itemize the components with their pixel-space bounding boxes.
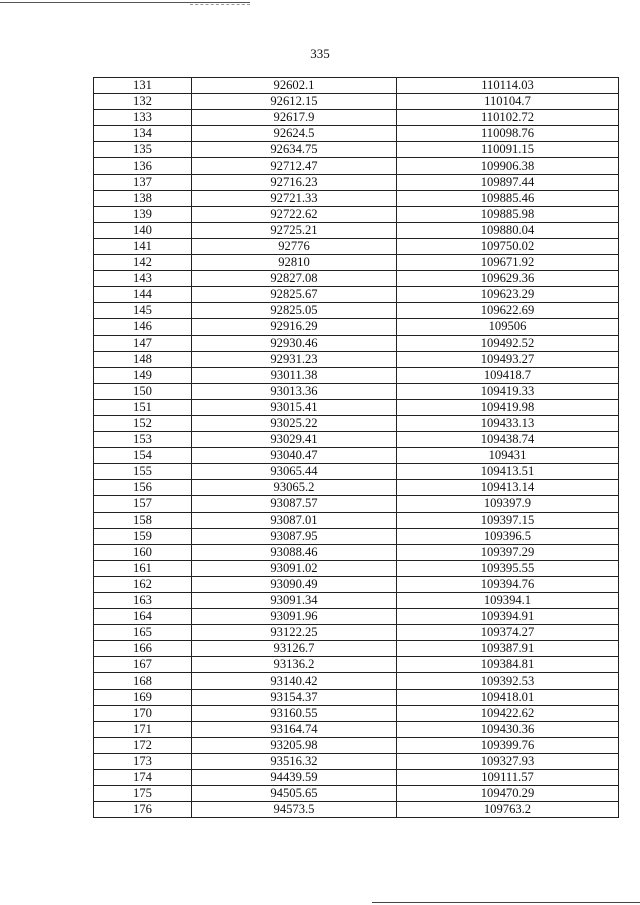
y-coordinate-cell: 109885.46 [397,190,619,206]
x-coordinate-cell: 93160.55 [192,705,397,721]
y-coordinate-cell: 110091.15 [397,142,619,158]
y-coordinate-cell: 109897.44 [397,174,619,190]
point-number-cell: 159 [94,528,192,544]
y-coordinate-cell: 109885.98 [397,206,619,222]
x-coordinate-cell: 93087.57 [192,496,397,512]
table-row [94,158,619,174]
point-number-cell: 150 [94,383,192,399]
point-number-cell: 154 [94,448,192,464]
x-coordinate-cell: 92810 [192,255,397,271]
table-row [94,383,619,399]
y-coordinate-cell: 109374.27 [397,625,619,641]
scan-edge-line-bottom [372,902,640,903]
x-coordinate-cell: 94573.5 [192,802,397,818]
table-row [94,625,619,641]
y-coordinate-cell: 109387.91 [397,641,619,657]
point-number-cell: 147 [94,335,192,351]
table-row [94,287,619,303]
x-coordinate-cell: 93025.22 [192,415,397,431]
x-coordinate-cell: 93087.01 [192,512,397,528]
table-row [94,544,619,560]
table-row [94,737,619,753]
coordinate-table [93,77,619,818]
x-coordinate-cell: 93015.41 [192,399,397,415]
table-row [94,432,619,448]
x-coordinate-cell: 92827.08 [192,271,397,287]
point-number-cell: 158 [94,512,192,528]
table-row [94,448,619,464]
table-row [94,255,619,271]
x-coordinate-cell: 92825.67 [192,287,397,303]
table-row [94,593,619,609]
table-row [94,206,619,222]
y-coordinate-cell: 109395.55 [397,560,619,576]
y-coordinate-cell: 109418.7 [397,367,619,383]
x-coordinate-cell: 93140.42 [192,673,397,689]
y-coordinate-cell: 110104.7 [397,94,619,110]
point-number-cell: 141 [94,238,192,254]
x-coordinate-cell: 92722.62 [192,206,397,222]
point-number-cell: 144 [94,287,192,303]
point-number-cell: 161 [94,560,192,576]
y-coordinate-cell: 109629.36 [397,271,619,287]
table-row [94,528,619,544]
point-number-cell: 168 [94,673,192,689]
table-row [94,576,619,592]
y-coordinate-cell: 109431 [397,448,619,464]
x-coordinate-cell: 92716.23 [192,174,397,190]
y-coordinate-cell: 109397.9 [397,496,619,512]
table-row [94,222,619,238]
x-coordinate-cell: 93126.7 [192,641,397,657]
scan-edge-line-top [0,2,250,3]
point-number-cell: 132 [94,94,192,110]
table-row [94,78,619,94]
y-coordinate-cell: 109111.57 [397,770,619,786]
point-number-cell: 149 [94,367,192,383]
point-number-cell: 135 [94,142,192,158]
y-coordinate-cell: 109394.91 [397,609,619,625]
x-coordinate-cell: 92624.5 [192,126,397,142]
x-coordinate-cell: 92602.1 [192,78,397,94]
table-row [94,319,619,335]
point-number-cell: 138 [94,190,192,206]
table-row [94,512,619,528]
table-row [94,126,619,142]
point-number-cell: 173 [94,753,192,769]
table-row [94,94,619,110]
y-coordinate-cell: 109880.04 [397,222,619,238]
point-number-cell: 163 [94,593,192,609]
x-coordinate-cell: 93164.74 [192,721,397,737]
y-coordinate-cell: 109327.93 [397,753,619,769]
y-coordinate-cell: 109622.69 [397,303,619,319]
table-row [94,335,619,351]
table-row [94,110,619,126]
point-number-cell: 151 [94,399,192,415]
point-number-cell: 139 [94,206,192,222]
table-row [94,657,619,673]
point-number-cell: 174 [94,770,192,786]
x-coordinate-cell: 94439.59 [192,770,397,786]
table-row [94,271,619,287]
x-coordinate-cell: 92712.47 [192,158,397,174]
y-coordinate-cell: 109397.15 [397,512,619,528]
point-number-cell: 136 [94,158,192,174]
table-row [94,190,619,206]
x-coordinate-cell: 92725.21 [192,222,397,238]
point-number-cell: 131 [94,78,192,94]
table-row [94,142,619,158]
y-coordinate-cell: 109763.2 [397,802,619,818]
x-coordinate-cell: 92916.29 [192,319,397,335]
point-number-cell: 133 [94,110,192,126]
x-coordinate-cell: 92617.9 [192,110,397,126]
y-coordinate-cell: 109506 [397,319,619,335]
page-number: 335 [310,46,330,61]
scan-edge-dash-top [190,4,250,5]
table-row [94,641,619,657]
x-coordinate-cell: 93087.95 [192,528,397,544]
y-coordinate-cell: 109430.36 [397,721,619,737]
y-coordinate-cell: 109492.52 [397,335,619,351]
table-row [94,367,619,383]
point-number-cell: 169 [94,689,192,705]
coordinate-table-body [94,78,619,818]
point-number-cell: 153 [94,432,192,448]
y-coordinate-cell: 109750.02 [397,238,619,254]
table-row [94,609,619,625]
y-coordinate-cell: 109396.5 [397,528,619,544]
x-coordinate-cell: 93122.25 [192,625,397,641]
x-coordinate-cell: 93040.47 [192,448,397,464]
table-row [94,786,619,802]
table-row [94,464,619,480]
point-number-cell: 156 [94,480,192,496]
table-row [94,238,619,254]
y-coordinate-cell: 109419.98 [397,399,619,415]
y-coordinate-cell: 109399.76 [397,737,619,753]
x-coordinate-cell: 93091.96 [192,609,397,625]
point-number-cell: 148 [94,351,192,367]
point-number-cell: 152 [94,415,192,431]
x-coordinate-cell: 94505.65 [192,786,397,802]
point-number-cell: 142 [94,255,192,271]
x-coordinate-cell: 92930.46 [192,335,397,351]
point-number-cell: 170 [94,705,192,721]
y-coordinate-cell: 110114.03 [397,78,619,94]
table-row [94,753,619,769]
point-number-cell: 155 [94,464,192,480]
point-number-cell: 146 [94,319,192,335]
y-coordinate-cell: 109392.53 [397,673,619,689]
x-coordinate-cell: 92721.33 [192,190,397,206]
table-row [94,303,619,319]
table-row [94,802,619,818]
point-number-cell: 143 [94,271,192,287]
y-coordinate-cell: 109413.14 [397,480,619,496]
point-number-cell: 160 [94,544,192,560]
x-coordinate-cell: 93011.38 [192,367,397,383]
table-row [94,174,619,190]
y-coordinate-cell: 109394.76 [397,576,619,592]
y-coordinate-cell: 109384.81 [397,657,619,673]
x-coordinate-cell: 93090.49 [192,576,397,592]
point-number-cell: 175 [94,786,192,802]
point-number-cell: 145 [94,303,192,319]
x-coordinate-cell: 93136.2 [192,657,397,673]
point-number-cell: 157 [94,496,192,512]
point-number-cell: 140 [94,222,192,238]
point-number-cell: 166 [94,641,192,657]
table-row [94,480,619,496]
point-number-cell: 162 [94,576,192,592]
table-row [94,705,619,721]
table-row [94,496,619,512]
x-coordinate-cell: 92931.23 [192,351,397,367]
table-row [94,689,619,705]
x-coordinate-cell: 92825.05 [192,303,397,319]
y-coordinate-cell: 109394.1 [397,593,619,609]
point-number-cell: 167 [94,657,192,673]
point-number-cell: 164 [94,609,192,625]
y-coordinate-cell: 109493.27 [397,351,619,367]
y-coordinate-cell: 109433.13 [397,415,619,431]
table-row [94,721,619,737]
table-row [94,560,619,576]
y-coordinate-cell: 109413.51 [397,464,619,480]
y-coordinate-cell: 109397.29 [397,544,619,560]
x-coordinate-cell: 92612.15 [192,94,397,110]
y-coordinate-cell: 109623.29 [397,287,619,303]
table-row [94,770,619,786]
point-number-cell: 134 [94,126,192,142]
x-coordinate-cell: 93205.98 [192,737,397,753]
x-coordinate-cell: 93091.02 [192,560,397,576]
x-coordinate-cell: 93091.34 [192,593,397,609]
table-row [94,415,619,431]
x-coordinate-cell: 93154.37 [192,689,397,705]
point-number-cell: 172 [94,737,192,753]
y-coordinate-cell: 109418.01 [397,689,619,705]
x-coordinate-cell: 92776 [192,238,397,254]
table-row [94,351,619,367]
point-number-cell: 165 [94,625,192,641]
point-number-cell: 171 [94,721,192,737]
point-number-cell: 137 [94,174,192,190]
y-coordinate-cell: 110098.76 [397,126,619,142]
y-coordinate-cell: 109671.92 [397,255,619,271]
point-number-cell: 176 [94,802,192,818]
x-coordinate-cell: 93065.44 [192,464,397,480]
table-row [94,399,619,415]
x-coordinate-cell: 92634.75 [192,142,397,158]
x-coordinate-cell: 93065.2 [192,480,397,496]
y-coordinate-cell: 109470.29 [397,786,619,802]
x-coordinate-cell: 93029.41 [192,432,397,448]
table-row [94,673,619,689]
x-coordinate-cell: 93516.32 [192,753,397,769]
y-coordinate-cell: 109906.38 [397,158,619,174]
x-coordinate-cell: 93088.46 [192,544,397,560]
y-coordinate-cell: 109422.62 [397,705,619,721]
y-coordinate-cell: 110102.72 [397,110,619,126]
y-coordinate-cell: 109419.33 [397,383,619,399]
x-coordinate-cell: 93013.36 [192,383,397,399]
y-coordinate-cell: 109438.74 [397,432,619,448]
